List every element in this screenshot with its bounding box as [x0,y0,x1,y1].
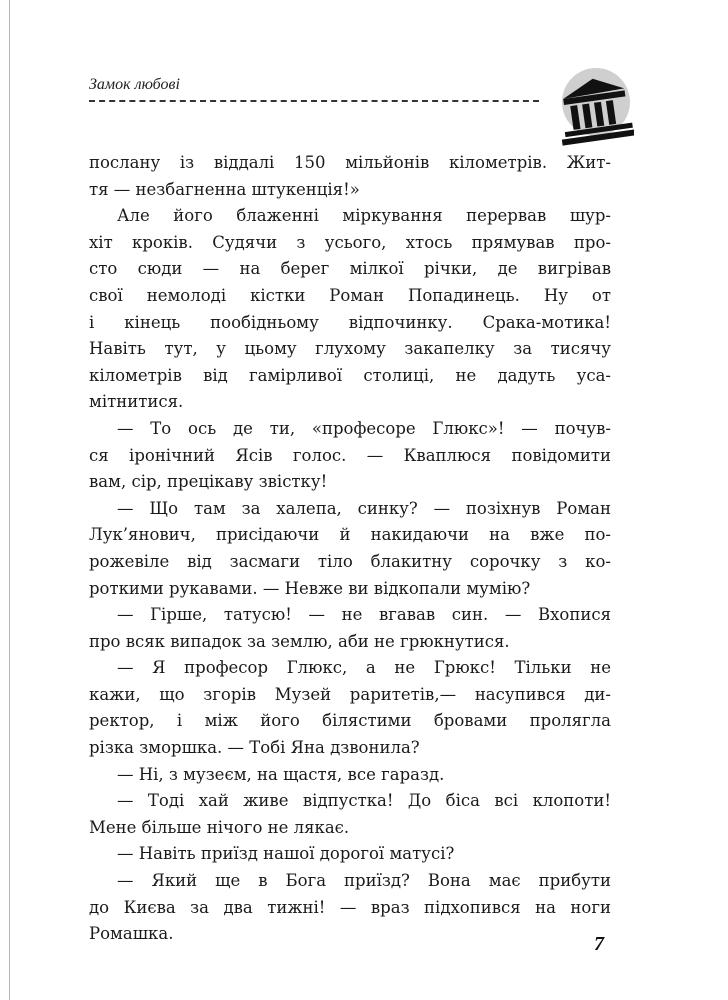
page-frame-edge [9,0,10,1000]
text-line: різка зморшка. — Тобі Яна дзвонила? [89,738,420,758]
text-line: — Ні, з музеєм, на щастя, все гаразд. [117,764,445,784]
text-line: ся іронічний Ясів голос. — Кваплюся повідомити [89,445,611,465]
text-line: вам, сір, прецікаву звістку! [89,472,328,492]
text-line: ректор, і між його білястими бровами пролягла [89,711,611,731]
page-number: 7 [594,933,604,955]
text-line: роткими рукавами. — Невже ви відкопали мумію? [89,578,531,598]
text-line: Навіть тут, у цьому глухому закапелку за тисячу [89,339,611,359]
text-line: — Навіть приїзд нашої дорогої матусі? [117,844,455,864]
text-line: хіт кроків. Судячи з усього, хтось прямував про- [89,232,611,252]
text-line: — То ось де ти, «професоре Глюкс»! — почув- [117,418,611,438]
text-line: Але його блаженні міркування перервав шур- [117,206,611,226]
text-line: Лук’янович, присідаючи й накидаючи на вже по- [89,525,611,545]
text-line: до Києва за два тижні! — враз підхопився на ноги [89,897,611,917]
text-line: послану із віддалі 150 мільйонів кілометрів. Жит- [89,153,611,172]
running-header-title: Замок любові [89,76,180,93]
text-line: кажи, що згорів Музей раритетів,— насупився ди- [89,684,611,704]
museum-building-icon [552,65,634,147]
text-line: про всяк випадок за землю, аби не грюкнутися. [89,631,510,651]
text-line: мітнитися. [89,392,184,412]
text-line: — Я професор Глюкс, а не Грюкс! Тільки не [117,658,611,678]
text-line: Ромашка. [89,924,174,944]
text-line: і кінець пообідньому відпочинку. Срака-мотика! [89,312,611,332]
text-line: Мене більше нічого не лякає. [89,817,350,837]
body-text [89,150,611,948]
text-line: рожевіле від засмаги тіло блакитну сорочку з ко- [89,551,611,571]
text-line: кілометрів від гамірливої столиці, не дадуть уса- [89,365,611,385]
text-line: свої немолоді кістки Роман Попадинець. Ну от [89,285,611,305]
text-line: тя — незбагненна штукенція!» [89,179,360,199]
header-dashed-rule [89,100,539,102]
text-line: сто сюди — на берег мілкої річки, де вигрівав [89,259,611,279]
text-line: — Гірше, татусю! — не вгавав син. — Вхопися [117,605,611,625]
text-line: — Тоді хай живе відпустка! До біса всі клопоти! [117,791,611,811]
text-line: — Який ще в Бога приїзд? Вона має прибути [117,871,611,891]
text-line: — Що там за халепа, синку? — позіхнув Роман [117,498,611,518]
